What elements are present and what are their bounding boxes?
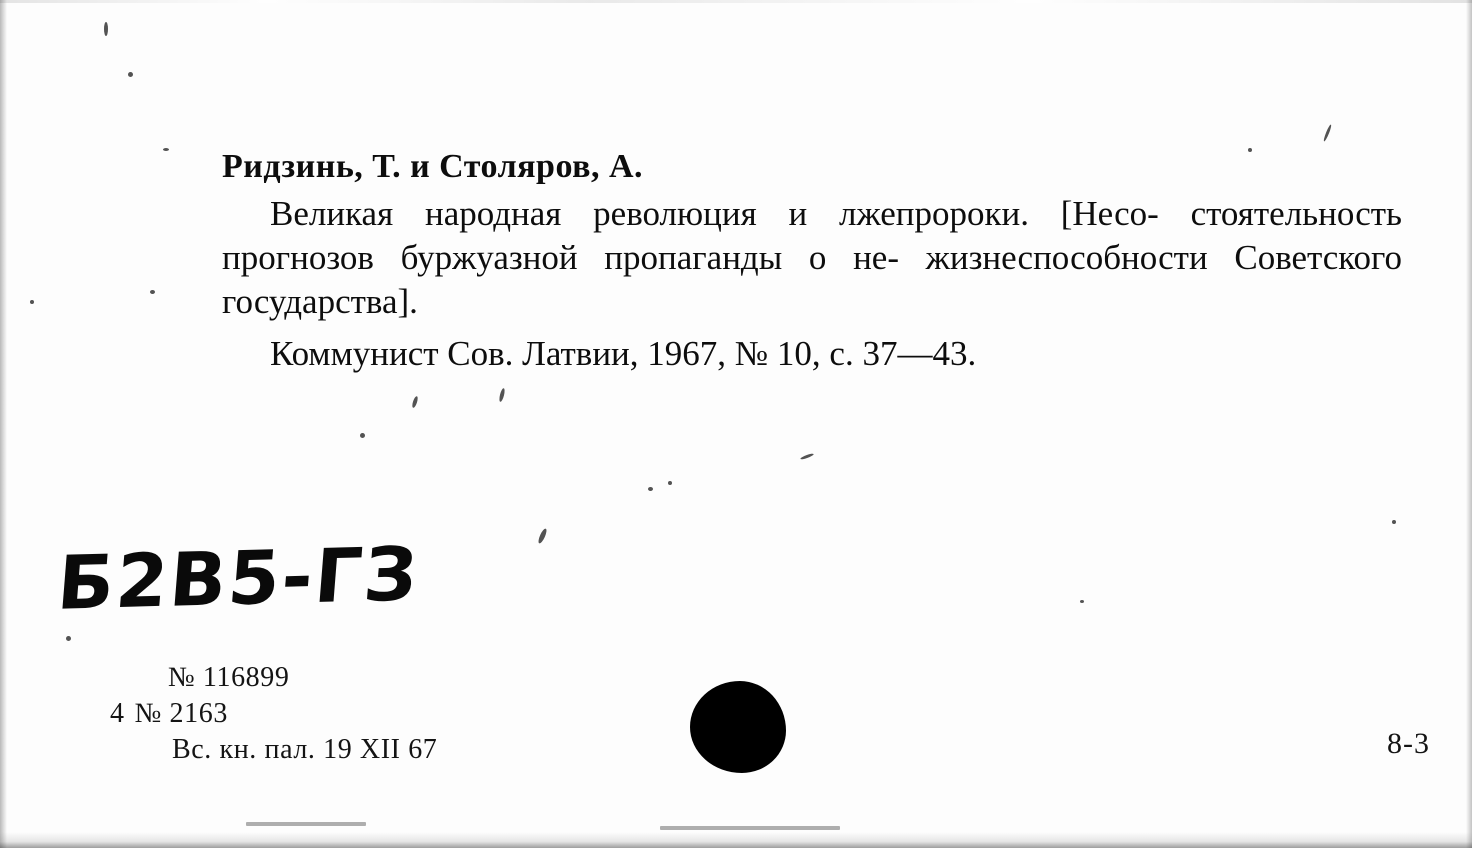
title-block — [222, 192, 1402, 324]
source-line: Коммунист Сов. Латвии, 1967, № 10, с. 37—43. — [270, 334, 977, 373]
scan-speck — [150, 290, 155, 294]
registration-number-row — [110, 660, 437, 696]
scan-speck — [104, 22, 108, 36]
title-line-1: Великая народная революция и лжепророки. [Несо- — [270, 194, 1159, 233]
corner-code: 8-3 — [1387, 727, 1430, 760]
scan-speck — [648, 487, 653, 491]
registration-block — [110, 660, 437, 768]
scan-speck — [128, 72, 133, 77]
source-line-wrapper — [222, 332, 1402, 376]
registration-number-main: № 116899 — [168, 662, 290, 693]
card-bottom-edge — [0, 832, 1472, 848]
scan-speck — [411, 396, 419, 409]
scan-speck — [30, 300, 34, 304]
card-left-edge — [0, 0, 7, 848]
scan-speck — [1323, 124, 1333, 142]
card-top-edge — [0, 0, 1472, 3]
registration-secondary-row — [110, 696, 437, 732]
bibliographic-record — [222, 148, 1402, 376]
scan-speck — [1392, 520, 1396, 524]
book-chamber-line: Вс. кн. пал. 19 XII 67 — [172, 734, 438, 765]
title-line-2: стоятельность прогнозов буржуазной пропаганды о не- — [222, 194, 1403, 277]
title-line-3: жизнеспособности Советского государства]. — [222, 238, 1403, 321]
registration-number-secondary: № 2163 — [134, 698, 228, 729]
ink-blot-mark — [690, 681, 786, 773]
scan-speck — [800, 453, 814, 461]
scan-speck — [66, 636, 71, 641]
card-right-edge — [1466, 0, 1472, 848]
book-chamber-row — [110, 732, 437, 768]
scan-speck — [660, 826, 840, 830]
handwritten-shelfmark: Б2В5-ГЗ — [54, 531, 423, 627]
author-line: Ридзинь, Т. и Столяров, А. — [222, 148, 644, 185]
registration-secondary-prefix: 4 — [110, 698, 125, 729]
scan-speck — [163, 148, 169, 151]
scan-speck — [668, 481, 672, 485]
scan-speck — [1080, 600, 1084, 603]
scan-speck — [246, 822, 366, 826]
scan-speck — [360, 433, 365, 438]
scan-speck — [537, 528, 548, 545]
scan-speck — [498, 388, 505, 403]
